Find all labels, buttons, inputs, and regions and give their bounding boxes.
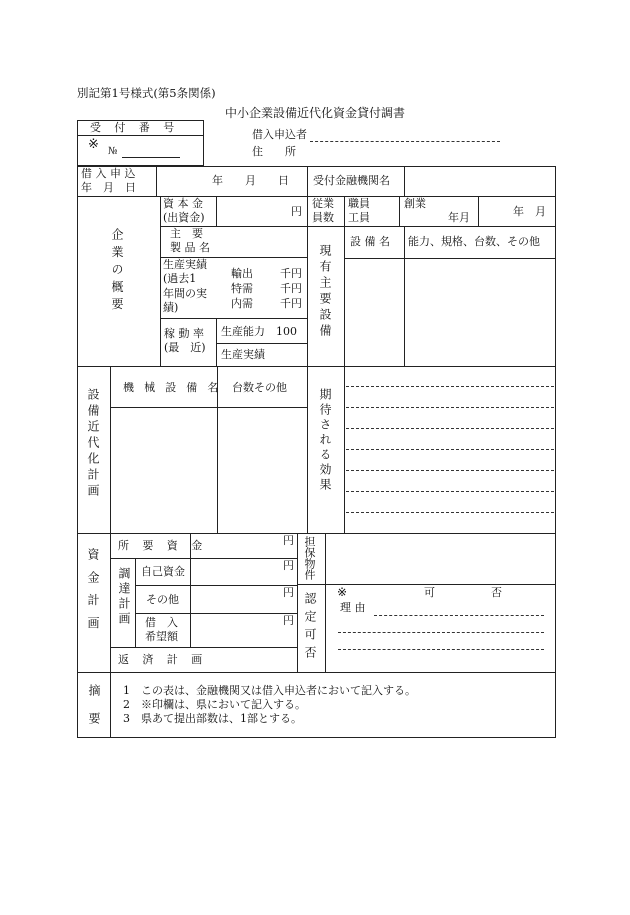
- unit-count-header: 台数その他: [232, 381, 287, 394]
- approval-no: 否: [491, 586, 502, 599]
- receipt-mark: ※: [88, 137, 99, 152]
- form-reference: 別記第1号様式(第5条関係): [77, 86, 216, 100]
- note-3: 3 県あて提出部数は、1部とする。: [123, 712, 302, 725]
- collateral-label: 担保物件: [303, 536, 316, 580]
- special-demand-label: 特需: [231, 282, 253, 295]
- capital-label: 資 本 金 (出資金): [163, 197, 205, 225]
- reason-line-2: [338, 632, 544, 633]
- production-record-label: 生産実績 (過去1 年間の実 績): [163, 258, 207, 314]
- export-unit: 千円: [280, 267, 302, 280]
- domestic-demand-label: 内需: [231, 297, 253, 310]
- founded-unit: 年月: [448, 211, 470, 224]
- expected-effect-label: 期待される効果: [318, 388, 332, 493]
- note-1: 1 この表は、金融機関又は借入申込者において記入する。: [123, 684, 416, 697]
- reason-label: 理 由: [340, 601, 366, 614]
- other-funds-label: その他: [146, 593, 179, 606]
- approval-ok: 可: [424, 586, 435, 599]
- main-products-label: 主 要 製 品 名: [170, 227, 210, 255]
- applicant-address-label: 住 所: [252, 145, 296, 158]
- loan-request-yen: 円: [283, 614, 294, 627]
- application-date-value: 年 月 日: [212, 174, 289, 187]
- repayment-plan-label: 返 済 計 画: [118, 653, 208, 666]
- equipment-name-header: 設 備 名: [350, 235, 390, 248]
- receipt-number-label: 受 付 番 号: [90, 121, 180, 134]
- effect-line-6: [346, 491, 554, 492]
- actual-production-label: 生産実績: [221, 348, 265, 361]
- receipt-no-label: №: [108, 146, 118, 157]
- founded-label: 創業: [404, 197, 426, 210]
- operation-rate-label: 稼 動 率 (最 近): [164, 327, 206, 355]
- document-title: 中小企業設備近代化資金貸付調書: [225, 106, 406, 120]
- required-funds-label: 所 要 資 金: [118, 539, 208, 552]
- approval-mark: ※: [337, 585, 348, 599]
- own-funds-yen: 円: [283, 559, 294, 572]
- bank-name-label: 受付金融機関名: [313, 174, 390, 187]
- special-unit: 千円: [280, 282, 302, 295]
- reason-line-3: [338, 649, 544, 650]
- other-funds-yen: 円: [283, 586, 294, 599]
- applicant-name-line: [310, 141, 500, 142]
- required-funds-yen: 円: [283, 534, 294, 547]
- application-date-label-top: 借 入 申 込: [81, 167, 136, 180]
- effect-line-3: [346, 428, 554, 429]
- modernization-plan-label: 設備近代化計画: [86, 388, 100, 500]
- reason-line-1: [374, 615, 544, 616]
- notes-label: 摘要: [87, 684, 101, 740]
- company-overview-label: 企業の概要: [110, 228, 124, 315]
- export-label: 輸出: [231, 267, 253, 280]
- machine-name-header: 機 械 設 備 名: [123, 381, 222, 394]
- procurement-plan-label: 調達計画: [117, 567, 131, 627]
- effect-line-2: [346, 407, 554, 408]
- funding-plan-label: 資金計画: [86, 548, 100, 640]
- effect-line-7: [346, 512, 554, 513]
- domestic-unit: 千円: [280, 297, 302, 310]
- capital-yen-unit: 円: [291, 205, 302, 218]
- approval-label: 認定可否: [303, 592, 317, 664]
- effect-line-5: [346, 470, 554, 471]
- year-month-label: 年 月: [513, 205, 546, 218]
- existing-equipment-label: 現有主要設備: [318, 244, 332, 340]
- loan-request-label: 借 入 希望額: [145, 616, 178, 643]
- applicant-name-label: 借入申込者: [252, 128, 307, 141]
- receipt-no-underline: [122, 157, 180, 158]
- note-2: 2 ※印欄は、県において記入する。: [123, 698, 306, 711]
- effect-line-1: [346, 386, 554, 387]
- employees-label: 従業 員数: [312, 197, 334, 225]
- effect-line-4: [346, 449, 554, 450]
- capacity-label: 生産能力 100: [221, 325, 297, 338]
- application-date-label-bottom: 年 月 日: [81, 181, 136, 194]
- equipment-spec-header: 能力、規格、台数、その他: [408, 235, 540, 248]
- staff-workers-label: 職員 工員: [348, 197, 370, 225]
- own-funds-label: 自己資金: [141, 565, 185, 578]
